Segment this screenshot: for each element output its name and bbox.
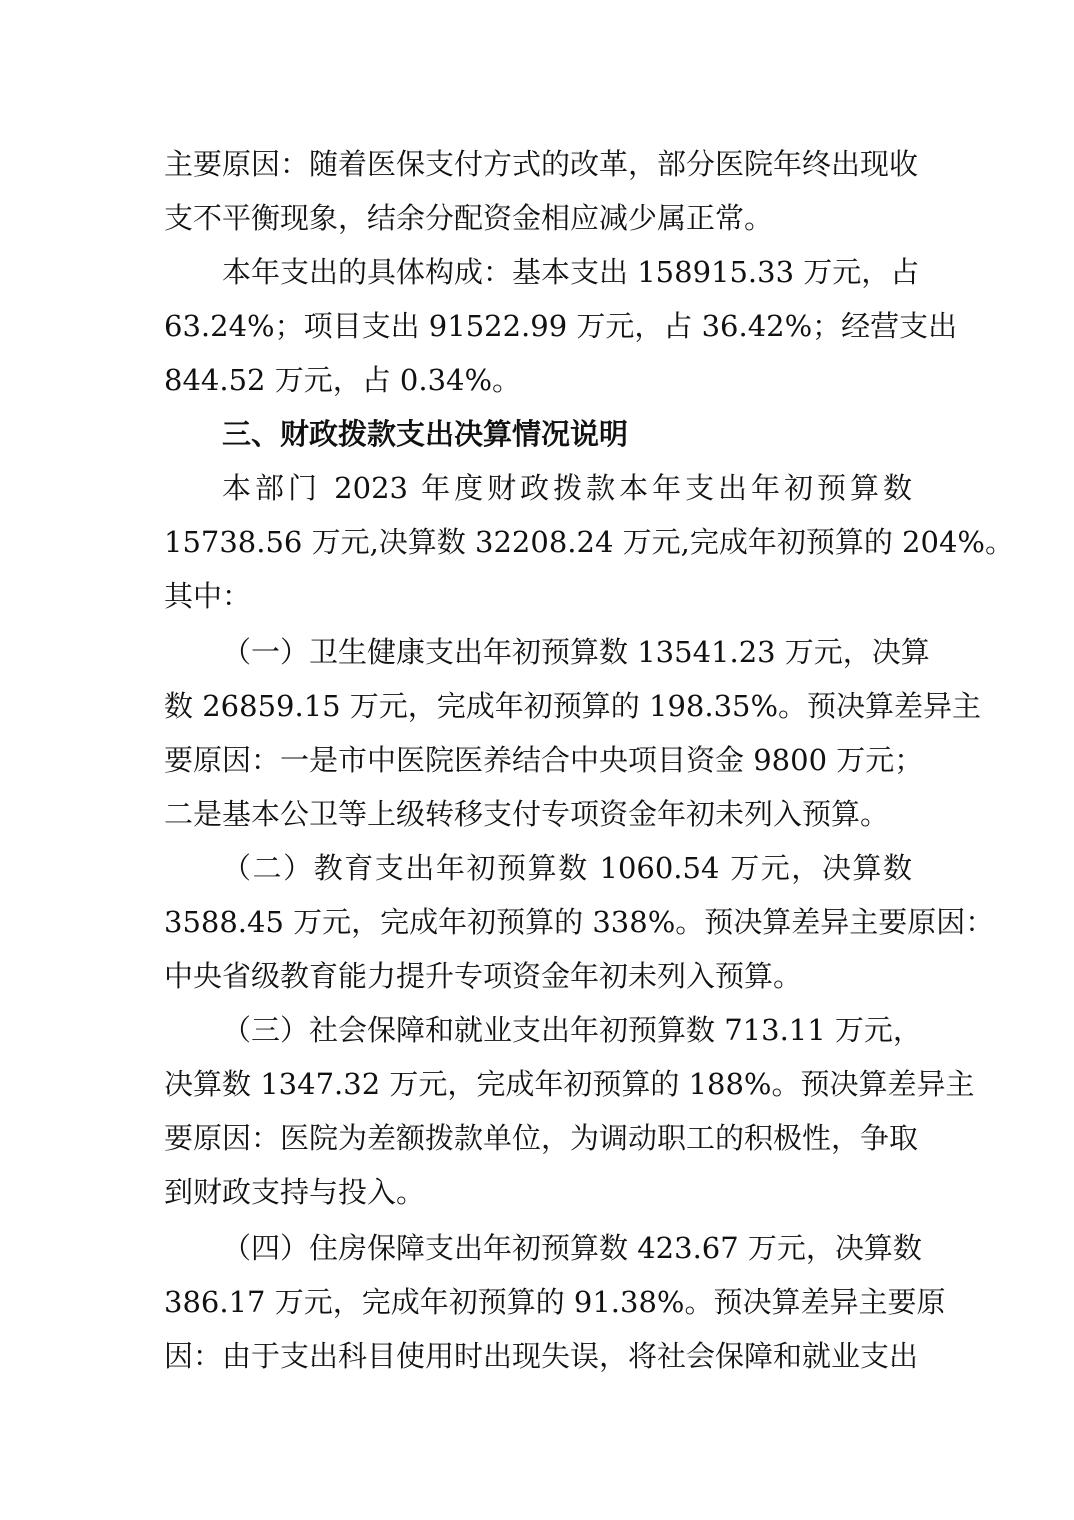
text-line-21: （四）住房保障支出年初预算数 423.67 万元，决算数: [222, 1231, 922, 1265]
text-line-12: 要原因：一是市中医院医养结合中央项目资金 9800 万元；: [164, 743, 924, 777]
text-line-17: （三）社会保障和就业支出年初预算数 713.11 万元，: [222, 1013, 922, 1047]
text-line-5: 844.52 万元，占 0.34%。: [164, 363, 522, 397]
text-line-15: 3588.45 万元，完成年初预算的 338%。预决算差异主要原因：: [164, 905, 995, 939]
text-line-18: 决算数 1347.32 万元，完成年初预算的 188%。预决算差异主: [164, 1067, 975, 1101]
section-heading: 三、财政拨款支出决算情况说明: [222, 417, 629, 451]
text-line-16: 中央省级教育能力提升专项资金年初未列入预算。: [164, 959, 803, 993]
text-line-22: 386.17 万元，完成年初预算的 91.38%。预决算差异主要原: [164, 1285, 946, 1319]
text-line-13: 二是基本公卫等上级转移支付专项资金年初未列入预算。: [164, 797, 890, 831]
text-line-3: 本年支出的具体构成：基本支出 158915.33 万元，占: [222, 255, 920, 289]
text-line-4: 63.24%；项目支出 91522.99 万元，占 36.42%；经营支出: [164, 309, 958, 343]
text-line-7: 本部门 2023 年度财政拨款本年支出年初预算数: [222, 471, 912, 505]
text-line-8: 15738.56 万元,决算数 32208.24 万元,完成年初预算的 204%。: [164, 525, 1014, 559]
text-line-9: 其中：: [164, 579, 252, 613]
text-line-2: 支不平衡现象，结余分配资金相应减少属正常。: [164, 201, 774, 235]
text-line-19: 要原因：医院为差额拨款单位，为调动职工的积极性，争取: [164, 1121, 919, 1155]
text-line-14: （二）教育支出年初预算数 1060.54 万元，决算数: [222, 851, 912, 885]
text-line-11: 数 26859.15 万元，完成年初预算的 198.35%。预决算差异主: [164, 689, 982, 723]
text-line-23: 因：由于支出科目使用时出现失误，将社会保障和就业支出: [164, 1339, 919, 1373]
text-line-1: 主要原因：随着医保支付方式的改革，部分医院年终出现收: [164, 147, 919, 181]
text-line-10: （一）卫生健康支出年初预算数 13541.23 万元，决算: [222, 635, 930, 669]
text-line-20: 到财政支持与投入。: [164, 1175, 426, 1209]
